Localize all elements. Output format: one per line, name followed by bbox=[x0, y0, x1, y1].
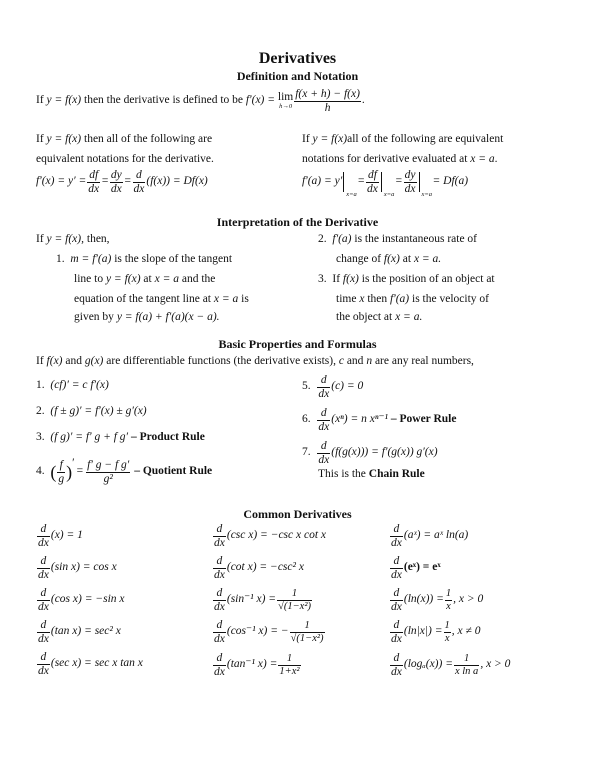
notation-left-df-dx bbox=[87, 169, 100, 194]
frac-den: √(1−x²) bbox=[278, 600, 311, 612]
derivative-fraction bbox=[444, 620, 451, 643]
interp-condition: y = f(x), bbox=[46, 233, 84, 245]
interp-function: f(x) bbox=[383, 253, 400, 265]
frac-den: dx bbox=[391, 665, 402, 678]
difference-quotient-numerator: f(x + h) − f(x) bbox=[295, 88, 360, 101]
interp-item-1-line1 bbox=[56, 253, 232, 266]
derivative-formula: (sin x) = cos x bbox=[50, 561, 117, 574]
d-dx bbox=[213, 555, 226, 580]
interp-item-2-line2 bbox=[336, 253, 441, 266]
frac-den: dx bbox=[318, 453, 330, 466]
frac-den: x bbox=[446, 600, 451, 612]
notation-left-line1 bbox=[36, 133, 212, 146]
frac-num: d bbox=[37, 555, 50, 568]
frac-num: 1 bbox=[444, 620, 450, 632]
notation-right-text: all of the following are equivalent bbox=[347, 133, 504, 145]
notation-right-point: x = a bbox=[470, 153, 495, 165]
interp-function: y = f(x) bbox=[105, 273, 141, 285]
common-derivative-log-a bbox=[389, 649, 510, 681]
derivative-formula: (eˣ) = eˣ bbox=[403, 561, 441, 574]
d-dx bbox=[390, 555, 403, 580]
definition-lead: If bbox=[36, 94, 44, 107]
interp-intro bbox=[36, 233, 110, 246]
notation-right-text2: notations for derivative evaluated at bbox=[302, 153, 468, 165]
interp-function: f(x) bbox=[342, 273, 359, 285]
interp-text: line to bbox=[74, 273, 104, 285]
derivative-formula: (x) = 1 bbox=[50, 529, 83, 542]
frac-den: dx bbox=[110, 182, 122, 195]
derivative-fraction bbox=[277, 588, 312, 611]
notation-left-line2: equivalent notations for the derivative. bbox=[36, 153, 214, 165]
interp-text: at bbox=[402, 253, 412, 265]
frac-num: d bbox=[37, 587, 50, 600]
frac-num: 1 bbox=[290, 620, 325, 632]
frac-den: dx bbox=[214, 665, 225, 678]
interp-item-3-line3 bbox=[336, 311, 422, 324]
item-number: 2. bbox=[36, 405, 45, 417]
d-dx bbox=[390, 619, 403, 644]
derivative-formula: (ln(x)) = bbox=[403, 593, 444, 606]
frac-den: dx bbox=[391, 568, 402, 581]
d-dx bbox=[213, 587, 226, 612]
item-number: 3. bbox=[36, 431, 45, 443]
interp-point: x = a. bbox=[413, 253, 442, 265]
notation-left-condition: y = f(x) bbox=[46, 133, 82, 145]
notation-left-fprime: f′(x) = y′ = bbox=[36, 175, 87, 188]
frac-den: dx bbox=[133, 182, 145, 195]
frac-num: 1 bbox=[454, 653, 479, 665]
frac-num: d bbox=[37, 523, 50, 536]
constant-rule: (c) = 0 bbox=[331, 380, 364, 393]
frac-den: dx bbox=[38, 664, 49, 677]
frac-den: x ln a bbox=[454, 665, 479, 677]
equals: = bbox=[123, 175, 132, 188]
definition-text: then the derivative is defined to be bbox=[84, 94, 244, 107]
section-heading-common: Common Derivatives bbox=[243, 507, 352, 521]
interp-text: and the bbox=[181, 273, 216, 285]
evaluation-point: x=a bbox=[346, 190, 357, 198]
common-derivative-sec bbox=[36, 650, 143, 678]
notation-right-line2 bbox=[302, 153, 498, 166]
derivative-fraction bbox=[454, 653, 479, 676]
interp-text: at bbox=[143, 273, 152, 285]
notation-left-dy-dx bbox=[110, 169, 123, 194]
property-1 bbox=[36, 379, 109, 392]
frac-num: d bbox=[317, 407, 330, 420]
derivative-formula: (logₐ(x)) = bbox=[403, 658, 453, 671]
interp-text: is bbox=[241, 293, 249, 305]
frac-num: f′ g − f g′ bbox=[87, 459, 130, 472]
notation-left-formula bbox=[36, 168, 208, 196]
item-number: 2. bbox=[318, 233, 327, 245]
equals: = bbox=[101, 175, 109, 188]
d-dx bbox=[37, 523, 50, 548]
d-dx bbox=[390, 587, 403, 612]
intro-text: If bbox=[36, 355, 44, 367]
d-dx bbox=[37, 651, 50, 676]
frac-den: 1+x² bbox=[279, 665, 300, 677]
frac-den: dx bbox=[391, 536, 402, 549]
intro-text: are any real numbers, bbox=[374, 355, 474, 367]
frac-den: dx bbox=[214, 536, 225, 549]
interp-variable: x bbox=[359, 293, 365, 305]
intro-g: g(x) bbox=[84, 355, 104, 367]
interp-point: x = a. bbox=[395, 311, 423, 323]
common-derivative-tan bbox=[36, 618, 121, 646]
equals: = bbox=[357, 175, 366, 188]
common-derivative-cot bbox=[212, 554, 304, 582]
properties-intro bbox=[36, 355, 474, 368]
prime-mark: ′ bbox=[72, 457, 75, 470]
domain-condition: , x ≠ 0 bbox=[451, 625, 481, 638]
difference-quotient-denominator: h bbox=[324, 101, 331, 114]
common-derivative-csc bbox=[212, 522, 326, 550]
interp-text: change of bbox=[336, 253, 382, 265]
frac-num: f bbox=[57, 459, 65, 472]
power-rule-formula: (xⁿ) = n xⁿ⁻¹ bbox=[331, 413, 388, 426]
derivative-fraction bbox=[290, 620, 325, 643]
d-dx bbox=[213, 523, 226, 548]
frac-den: dx bbox=[214, 568, 225, 581]
interp-then: then, bbox=[86, 233, 110, 245]
notation-left-tail: (f(x)) = Df(x) bbox=[146, 175, 208, 188]
chain-rule-note bbox=[318, 468, 425, 481]
page-title: Derivatives bbox=[258, 50, 337, 67]
interp-text: If bbox=[332, 273, 341, 285]
notation-right-tail: = Df(a) bbox=[432, 175, 469, 188]
d-dx bbox=[37, 587, 50, 612]
frac-den: dx bbox=[318, 420, 330, 433]
frac-num: d bbox=[390, 652, 403, 665]
interp-text: is the instantaneous rate of bbox=[354, 233, 478, 245]
intro-f: f(x) bbox=[46, 355, 63, 367]
frac-den: dx bbox=[38, 536, 49, 549]
notation-right-dy-dx bbox=[404, 169, 417, 194]
interp-item-3-line1 bbox=[318, 273, 495, 286]
item-number: 4. bbox=[36, 465, 45, 478]
interp-text: the object at bbox=[336, 311, 393, 323]
frac-den: g bbox=[58, 472, 65, 485]
derivative-formula: (csc x) = −csc x cot x bbox=[226, 529, 327, 542]
interp-item-1-line2 bbox=[74, 273, 215, 286]
definition-condition: y = f(x) bbox=[46, 94, 82, 107]
note-text: This is the bbox=[318, 468, 366, 480]
intro-text: are differentiable functions (the derivative exists), bbox=[106, 355, 336, 367]
derivative-formula: (tan x) = sec² x bbox=[50, 625, 121, 638]
interp-item-2-line1 bbox=[318, 233, 477, 246]
frac-num: dy bbox=[110, 169, 122, 182]
frac-den: dx bbox=[88, 182, 100, 195]
frac-den: x bbox=[444, 632, 450, 644]
d-dx bbox=[317, 374, 330, 399]
common-derivative-sin bbox=[36, 554, 117, 582]
frac-den: dx bbox=[38, 600, 49, 613]
derivative-formula: (aˣ) = aˣ ln(a) bbox=[403, 529, 469, 542]
limit-subscript: h→0 bbox=[279, 102, 293, 110]
equals: = bbox=[394, 175, 403, 188]
evaluation-bar bbox=[381, 172, 395, 198]
frac-num: 1 bbox=[278, 653, 300, 665]
frac-num: d bbox=[133, 169, 146, 182]
limit-operator bbox=[278, 92, 293, 110]
frac-num: dy bbox=[404, 169, 416, 182]
frac-num: 1 bbox=[277, 588, 312, 600]
section-heading-interpretation: Interpretation of the Derivative bbox=[216, 215, 379, 229]
property-5 bbox=[302, 373, 363, 401]
notation-right-if: If bbox=[302, 133, 310, 145]
d-dx bbox=[37, 619, 50, 644]
frac-num: df bbox=[89, 169, 99, 182]
common-derivative-ln bbox=[389, 584, 483, 616]
frac-num: d bbox=[213, 652, 226, 665]
property-7 bbox=[302, 439, 438, 467]
frac-num: d bbox=[390, 555, 403, 568]
common-derivative-ln-abs bbox=[389, 616, 480, 648]
chain-rule-formula: (f(g(x))) = f′(g(x)) g′(x) bbox=[331, 446, 438, 459]
derivative-formula: (sec x) = sec x tan x bbox=[50, 657, 143, 670]
definition-end: . bbox=[361, 94, 365, 107]
frac-den: √(1−x²) bbox=[290, 632, 324, 644]
tangent-line-equation: y = f(a) + f′(a)(x − a). bbox=[116, 311, 220, 323]
derivative-formula: (cot x) = −csc² x bbox=[226, 561, 304, 574]
interp-text: then bbox=[367, 293, 388, 305]
interp-item-3-line2 bbox=[336, 293, 489, 306]
section-heading-definition: Definition and Notation bbox=[236, 69, 359, 83]
equals: = bbox=[76, 465, 84, 478]
frac-num: d bbox=[390, 619, 403, 632]
derivative-formula: (cos⁻¹ x) = − bbox=[226, 625, 289, 638]
difference-quotient bbox=[294, 88, 361, 113]
derivative-formula: (cos x) = −sin x bbox=[50, 593, 125, 606]
frac-num: d bbox=[213, 587, 226, 600]
item-number: 6. bbox=[302, 413, 311, 426]
interp-fprime: f′(a) bbox=[332, 233, 352, 245]
frac-num: d bbox=[317, 440, 330, 453]
frac-den: dx bbox=[214, 600, 225, 613]
paren-open: ( bbox=[50, 461, 57, 482]
interp-text: time bbox=[336, 293, 357, 305]
notation-left-d-dx bbox=[133, 169, 146, 194]
frac-num: d bbox=[317, 374, 330, 387]
d-dx bbox=[213, 619, 226, 644]
constant-multiple-rule: (cf)′ = c f′(x) bbox=[50, 379, 109, 391]
power-rule-label: – Power Rule bbox=[390, 413, 457, 426]
frac-num: d bbox=[390, 523, 403, 536]
common-derivative-x bbox=[36, 522, 83, 550]
frac-num: d bbox=[37, 619, 50, 632]
derivative-formula: (ln|x|) = bbox=[403, 625, 443, 638]
notation-left-text: then all of the following are bbox=[84, 133, 213, 145]
d-dx bbox=[390, 523, 403, 548]
notation-left-if: If bbox=[36, 133, 44, 145]
d-dx bbox=[213, 652, 226, 677]
item-number: 5. bbox=[302, 380, 311, 393]
notation-right-formula bbox=[302, 168, 468, 196]
frac-den: dx bbox=[367, 182, 378, 195]
slope-expression: m = f′(a) bbox=[70, 253, 112, 265]
intro-text: and bbox=[65, 355, 82, 367]
frac-num: 1 bbox=[445, 588, 452, 600]
interp-text: is the position of an object at bbox=[361, 273, 495, 285]
frac-num: d bbox=[213, 619, 226, 632]
quotient-f-over-g bbox=[57, 459, 65, 484]
limit-word: lim bbox=[277, 91, 294, 103]
frac-num: d bbox=[213, 555, 226, 568]
evaluation-point: x=a bbox=[383, 190, 395, 198]
interp-text: given by bbox=[74, 311, 114, 323]
property-6 bbox=[302, 406, 456, 434]
d-dx bbox=[317, 407, 330, 432]
evaluation-bar bbox=[343, 172, 357, 198]
intro-text: and bbox=[346, 355, 364, 367]
item-number: 1. bbox=[36, 379, 45, 391]
notation-right-fprime: f′(a) = y′ bbox=[302, 175, 343, 188]
section-heading-properties: Basic Properties and Formulas bbox=[218, 337, 377, 351]
d-dx bbox=[317, 440, 330, 465]
frac-num: d bbox=[213, 523, 226, 536]
common-derivative-exponential-a bbox=[389, 522, 468, 550]
item-number: 7. bbox=[302, 446, 311, 459]
frac-num: d bbox=[390, 587, 403, 600]
interp-if: If bbox=[36, 233, 44, 245]
definition-line bbox=[36, 84, 365, 118]
notation-right-df-dx bbox=[366, 169, 379, 194]
frac-den: dx bbox=[38, 568, 49, 581]
frac-den: dx bbox=[318, 387, 330, 400]
frac-den: dx bbox=[404, 182, 416, 195]
product-rule-label: – Product Rule bbox=[130, 431, 205, 443]
interp-point: x = a bbox=[154, 273, 179, 285]
derivative-fraction bbox=[445, 588, 452, 611]
intro-n: n bbox=[366, 355, 373, 367]
paren-close: ) bbox=[66, 461, 73, 482]
frac-den: dx bbox=[38, 632, 49, 645]
domain-condition: , x > 0 bbox=[453, 593, 484, 606]
evaluation-bar bbox=[419, 172, 433, 198]
property-2 bbox=[36, 405, 147, 418]
frac-num: d bbox=[37, 651, 50, 664]
item-number: 1. bbox=[56, 253, 65, 265]
interp-point: x = a bbox=[213, 293, 239, 305]
property-3 bbox=[36, 431, 205, 444]
frac-den: dx bbox=[391, 632, 402, 645]
interp-text: equation of the tangent line at bbox=[74, 293, 211, 305]
quotient-rule-label: – Quotient Rule bbox=[134, 465, 213, 478]
common-derivative-arcsin bbox=[212, 584, 313, 616]
quotient-rule-fraction bbox=[86, 459, 130, 484]
derivative-formula: (sin⁻¹ x) = bbox=[226, 593, 277, 606]
frac-den: dx bbox=[214, 632, 225, 645]
frac-den: dx bbox=[391, 600, 402, 613]
chain-rule-label: Chain Rule bbox=[368, 468, 425, 480]
common-derivative-cos bbox=[36, 586, 125, 614]
product-rule-formula: (f g)′ = f′ g + f g′ bbox=[50, 431, 129, 443]
definition-lhs: f′(x) = bbox=[245, 94, 276, 107]
domain-condition: , x > 0 bbox=[480, 658, 511, 671]
derivative-fraction bbox=[278, 653, 300, 676]
frac-num: df bbox=[367, 169, 377, 182]
derivative-formula: (tan⁻¹ x) = bbox=[226, 658, 278, 671]
property-4 bbox=[36, 452, 212, 492]
item-number: 3. bbox=[318, 273, 327, 285]
interp-item-1-line3 bbox=[74, 293, 249, 306]
notation-right-line1 bbox=[302, 133, 503, 146]
interp-item-1-line4 bbox=[74, 311, 220, 324]
sum-difference-rule: (f ± g)′ = f′(x) ± g′(x) bbox=[50, 405, 147, 417]
d-dx bbox=[390, 652, 403, 677]
common-derivative-arctan bbox=[212, 649, 302, 681]
frac-den: g² bbox=[103, 472, 113, 485]
period: . bbox=[494, 153, 498, 165]
notation-right-condition: y = f(x) bbox=[312, 133, 348, 145]
interp-text: is the slope of the tangent bbox=[114, 253, 233, 265]
evaluation-point: x=a bbox=[421, 190, 433, 198]
common-derivative-exponential-e bbox=[389, 554, 441, 582]
interp-fprime: f′(a) bbox=[390, 293, 410, 305]
interp-text: is the velocity of bbox=[412, 293, 489, 305]
d-dx bbox=[37, 555, 50, 580]
intro-c: c bbox=[338, 355, 344, 367]
common-derivative-arccos bbox=[212, 616, 326, 648]
